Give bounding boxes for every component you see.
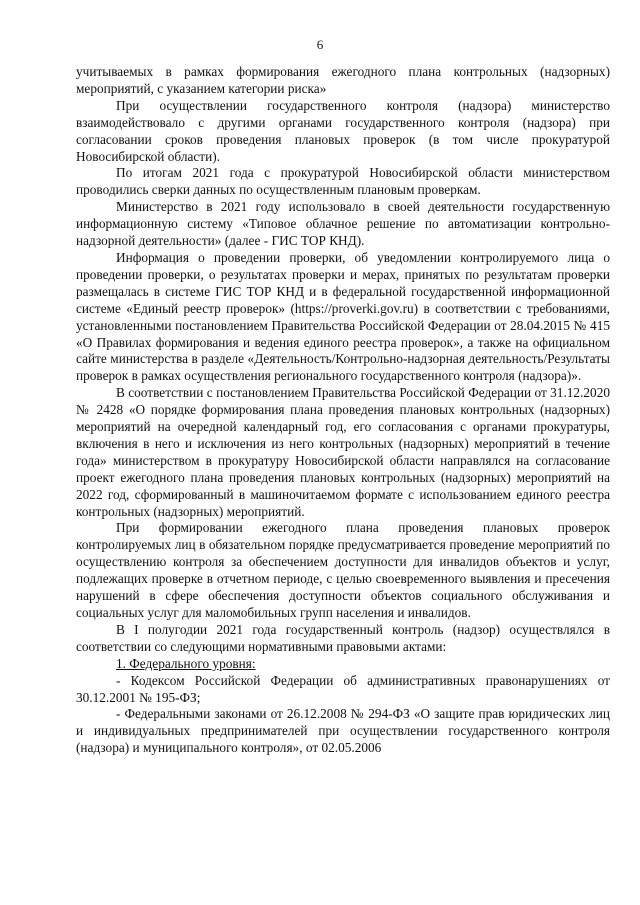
paragraph-interaction-authorities: При осуществлении государственного контроля (надзора) министерство взаимодействовало с другими органами государственного контроля (надзора) при согласовании сроков проведения плановых проверок (в том числе прокуратурой Новосибирской области). (76, 97, 610, 164)
page-number: 6 (316, 37, 324, 52)
paragraph-federal-level-heading (76, 656, 610, 673)
paragraph-inspection-registry: Информация о проведении проверки, об уведомлении контролируемого лица о проведении проверки, о результатах проверки и мерах, принятых по результатам проверки размещалась в системе ГИС ТОР КНД и в федеральной государственной информационной системе «Единый реестр проверок» (https://proverki.gov.ru) в соответствии с требованиями, установленными постановлением Правительства Российской Федерации от 28.04.2015 № 415 «О Правилах формирования и ведения единого реестра проверок», а также на официальном сайте министерства в разделе «Деятельность/Контрольно-надзорная деятельность/Результаты проверок в рамках осуществления регионального государственного контроля (надзора)». (76, 249, 610, 384)
paragraph-accessibility-control: При формировании ежегодного плана проведения плановых проверок контролируемых лиц в обязательном порядке предусматривается проведение мероприятий по осуществлению контроля за обеспечением доступности для инвалидов объектов и услуг, подлежащих проверке в отчетном периоде, с целью своевременного выявления и пресечения нарушений в сфере обеспечения доступности объектов социального обслуживания и социальных услуг для маломобильных групп населения и инвалидов. (76, 520, 610, 620)
paragraph-legal-acts-intro: В I полугодии 2021 года государственный контроль (надзор) осуществлялся в соответствии со следующими нормативными правовыми актами: (76, 621, 610, 654)
paragraph-risk-category: учитываемых в рамках формирования ежегодного плана контрольных (надзорных) мероприятий, с указанием категории риска» (76, 64, 610, 96)
paragraph-prosecutor-reconciliation: По итогам 2021 года с прокуратурой Новосибирской области министерством проводились сверки данных по осуществленным плановым проверкам. (76, 165, 610, 198)
paragraph-federal-laws: - Федеральными законами от 26.12.2008 № 294-ФЗ «О защите прав юридических лиц и индивидуальных предпринимателей при осуществлении государственного контроля (надзора) и муниципального контроля», от 02.05.2006 (76, 706, 610, 756)
paragraph-gis-tor-knd: Министерство в 2021 году использовало в своей деятельности государственную информационную систему «Типовое облачное решение по автоматизации контрольно-надзорной деятельности» (далее - ГИС ТОР КНД). (76, 199, 610, 249)
document-body (76, 64, 610, 757)
federal-level-heading: 1. Федерального уровня: (116, 655, 256, 671)
paragraph-plan-approval: В соответствии с постановлением Правительства Российской Федерации от 31.12.2020 № 2428 «О порядке формирования плана проведения плановых контрольных (надзорных) мероприятий на очередной календарный год, его согласования с органами прокуратуры, включения в него и исключения из него контрольных (надзорных) мероприятий в течение года» министерством в прокуратуру Новосибирской области направлялся на согласование проект ежегодного плана проведения плановых контрольных (надзорных) мероприятий на 2022 год, сформированный в машиночитаемом формате с использованием единого реестра контрольных (надзорных) мероприятий. (76, 385, 610, 519)
paragraph-admin-code: - Кодексом Российской Федерации об административных правонарушениях от 30.12.2001 № 195-ФЗ; (76, 672, 610, 705)
